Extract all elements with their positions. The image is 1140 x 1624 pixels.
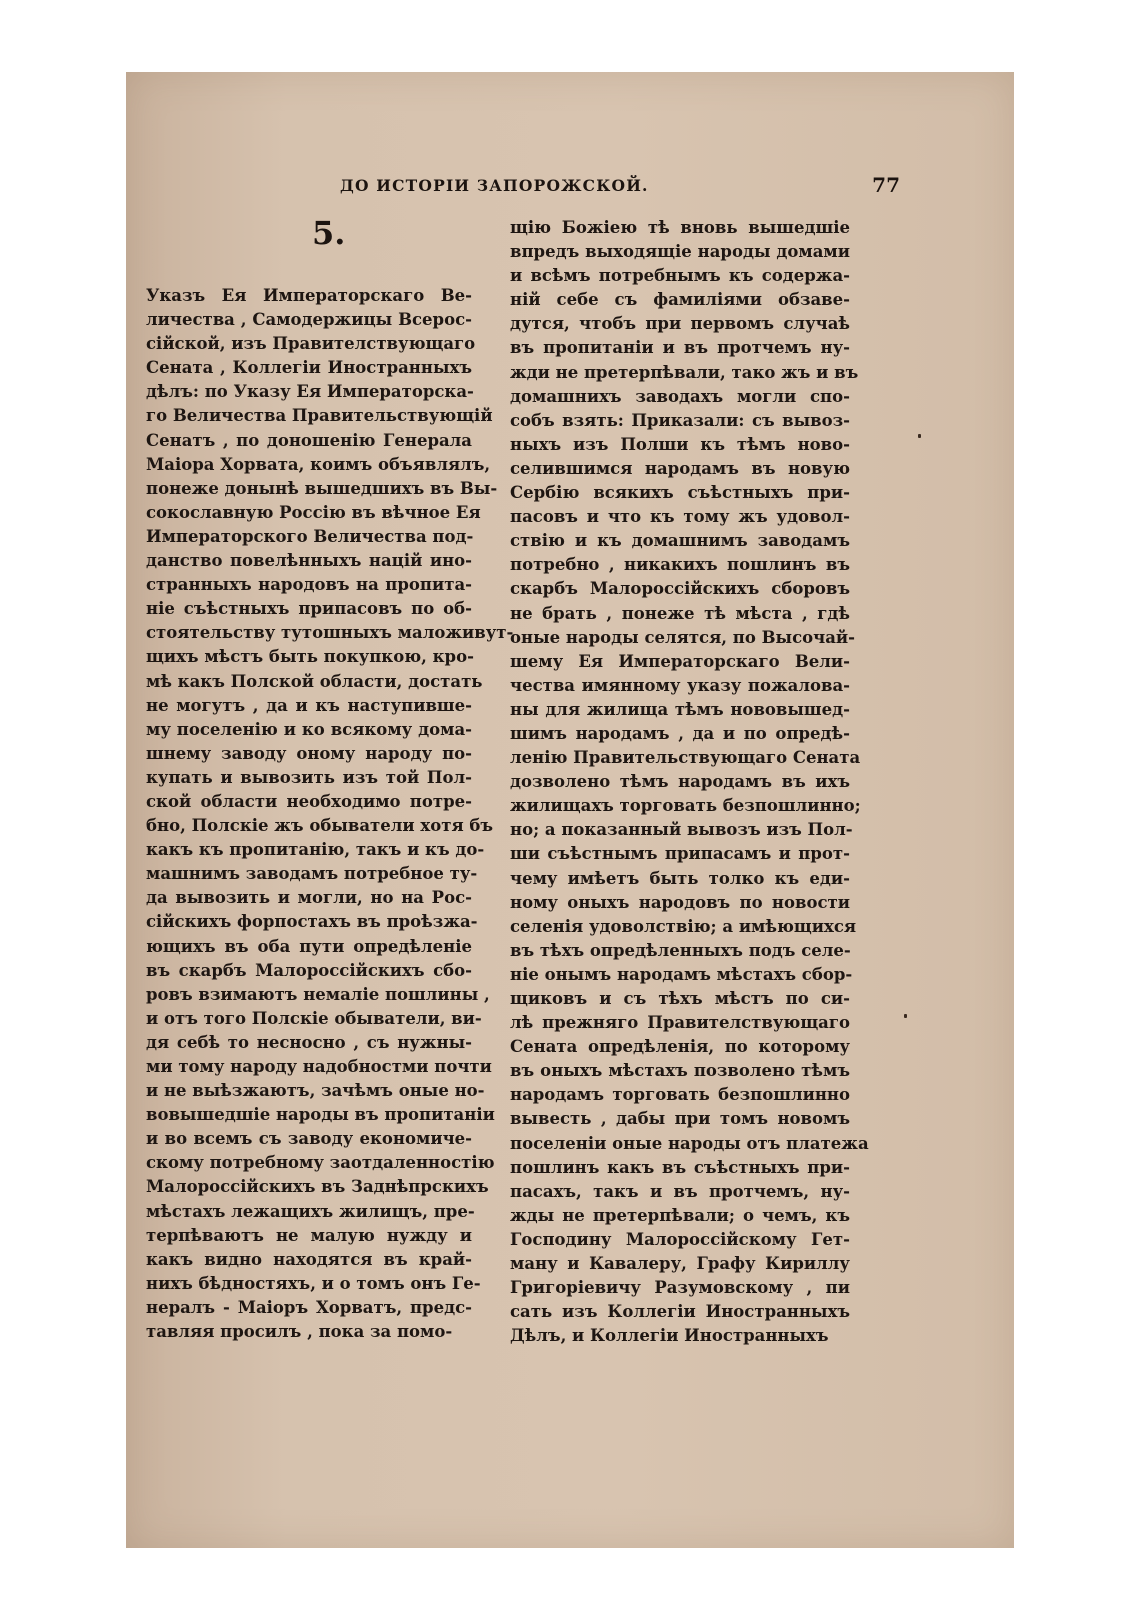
text-line: вывесть , дабы при томъ новомъ	[510, 1109, 850, 1129]
text-line: Маіора Хорвата, коимъ объявлялъ,	[146, 454, 491, 474]
text-line: терпѣваютъ не малую нужду и	[146, 1225, 472, 1245]
text-line: ровъ взимаютъ немаліе пошлины ,	[146, 984, 490, 1004]
text-line: и не выѣзжаютъ, зачѣмъ оные но-	[146, 1081, 485, 1101]
text-line: домашнихъ заводахъ могли спо-	[510, 386, 850, 406]
text-line: скарбъ Малороссійскихъ сборовъ	[510, 579, 850, 599]
text-line: пасовъ и что къ тому жъ удовол-	[510, 507, 850, 527]
text-line: ленію Правительствующаго Сената	[510, 748, 861, 768]
text-line: жди не претерпѣвали, тако жъ и въ	[510, 362, 859, 382]
text-line: нихъ бѣдностяхъ, и о томъ онъ Ге-	[146, 1273, 481, 1293]
text-line: Григоріевичу Разумовскому , пи	[510, 1278, 850, 1298]
text-line: селенія удоволствію; а имѣющихся	[510, 916, 857, 936]
text-line: шнему заводу оному народу по-	[146, 743, 472, 763]
text-line: но; а показанный вывозъ изъ Пол-	[510, 820, 853, 840]
text-line: ману и Кавалеру, Графу Кириллу	[510, 1254, 850, 1274]
text-line: чества имянному указу пожалова-	[510, 675, 850, 695]
text-line: мѣ какъ Полской области, достать	[146, 671, 483, 691]
text-line: го Величества Правительствующій	[146, 406, 493, 426]
text-line: ющихъ въ оба пути опредѣленіе	[146, 936, 472, 956]
page-header	[340, 173, 900, 200]
text-line: и всѣмъ потребнымъ къ содержа-	[510, 266, 850, 286]
text-line: жилищахъ торговать безпошлинно;	[510, 796, 861, 816]
page-number: 77	[872, 173, 900, 197]
text-line: сійской, изъ Правителствующаго	[146, 334, 476, 354]
text-line: скому потребному заотдаленностію	[146, 1153, 495, 1173]
text-line: въ оныхъ мѣстахъ позволено тѣмъ	[510, 1061, 850, 1081]
text-line: му поселенію и ко всякому дома-	[146, 719, 472, 739]
text-line: собъ взять: Приказали: съ вывоз-	[510, 410, 850, 430]
section-number: 5.	[312, 214, 346, 252]
text-line: Малороссійскихъ въ Заднѣпрскихъ	[146, 1177, 489, 1197]
text-line: щихъ мѣстъ быть покупкою, кро-	[146, 647, 474, 667]
text-line: ному оныхъ народовъ по новости	[510, 892, 850, 912]
text-line: данство повелѣнныхъ націй ино-	[146, 551, 472, 571]
text-line: пасахъ, такъ и въ протчемъ, ну-	[510, 1181, 850, 1201]
text-line: ской области необходимо потре-	[146, 791, 472, 811]
left-column	[146, 284, 514, 1344]
text-line: Сената , Коллегіи Иностранныхъ	[146, 358, 472, 378]
text-line: въ тѣхъ опредѣленныхъ подъ селе-	[510, 940, 851, 960]
text-line: Указъ Ея Императорскаго Ве-	[146, 286, 472, 305]
text-line: Дѣлъ, и Коллегіи Иностранныхъ	[510, 1326, 829, 1346]
text-line: щію Божіею тѣ вновь вышедшіе	[510, 218, 850, 237]
text-line: ніе онымъ народамъ мѣстахъ сбор-	[510, 964, 853, 984]
text-line: жды не претерпѣвали; о чемъ, къ	[510, 1205, 850, 1225]
scan-speck	[904, 1014, 907, 1018]
text-line: поселеніи оные народы отъ платежа	[510, 1133, 869, 1153]
text-line: не могутъ , да и къ наступивше-	[146, 695, 472, 715]
text-line: потребно , никакихъ пошлинъ въ	[510, 555, 850, 575]
text-line: дѣлъ: по Указу Ея Императорска-	[146, 382, 474, 402]
text-line: бно, Полскіе жъ обыватели хотя бъ	[146, 816, 494, 836]
text-line: лѣ прежняго Правителствующаго	[510, 1013, 850, 1033]
text-line: сать изъ Коллегіи Иностранныхъ	[510, 1302, 850, 1322]
text-line: и отъ того Полскіе обыватели, ви-	[146, 1008, 482, 1028]
text-line: Господину Малороссійскому Гет-	[510, 1229, 850, 1249]
text-line: пошлинъ какъ въ съѣстныхъ при-	[510, 1157, 850, 1177]
text-line: впредъ выходящіе народы домами	[510, 242, 850, 262]
text-line: какъ къ пропитанію, такъ и къ до-	[146, 840, 485, 860]
text-line: Сербію всякихъ съѣстныхъ при-	[510, 483, 850, 503]
text-line: мѣстахъ лежащихъ жилищъ, пре-	[146, 1201, 475, 1221]
text-line: шимъ народамъ , да и по опредѣ-	[510, 723, 850, 743]
text-line: въ скарбъ Малороссійскихъ сбо-	[146, 960, 472, 980]
text-line: сокославную Россію въ вѣчное Ея	[146, 502, 481, 522]
text-line: шему Ея Императорскаго Вели-	[510, 651, 850, 671]
text-line: щиковъ и съ тѣхъ мѣстъ по си-	[510, 989, 850, 1008]
scan-speck	[918, 434, 921, 438]
text-line: дя себѣ то несносно , съ нужны-	[146, 1032, 472, 1052]
text-line: ній себе съ фамиліями обзаве-	[510, 290, 850, 310]
running-title: ДО ИСТОРІИ ЗАПОРОЖСКОЙ.	[340, 176, 649, 195]
text-line: и во всемъ съ заводу економиче-	[146, 1129, 472, 1149]
text-line: ствію и къ домашнимъ заводамъ	[510, 531, 850, 551]
text-line: личества , Самодержицы Всерос-	[146, 310, 472, 330]
text-line: чему имѣетъ быть толко къ еди-	[510, 868, 850, 888]
text-line: ныхъ изъ Полши къ тѣмъ ново-	[510, 434, 850, 454]
text-line: не брать , понеже тѣ мѣста , гдѣ	[510, 603, 850, 623]
text-line: тавляя просилъ , пока за помо-	[146, 1322, 453, 1342]
text-line: нералъ - Маіоръ Хорватъ, предс-	[146, 1297, 472, 1317]
text-line: дутся, чтобъ при первомъ случаѣ	[510, 314, 850, 334]
text-line: вовышедшіе народы въ пропитаніи	[146, 1105, 495, 1125]
text-line: ны для жилища тѣмъ нововышед-	[510, 699, 850, 719]
text-line: оные народы селятся, по Высочай-	[510, 627, 855, 647]
text-line: Императорского Величества под-	[146, 526, 474, 546]
text-line: дозволено тѣмъ народамъ въ ихъ	[510, 772, 850, 792]
text-line: Сенатъ , по доношенію Генерала	[146, 430, 472, 450]
text-line: да вывозить и могли, но на Рос-	[146, 888, 472, 908]
text-line: ми тому народу надобностми почти	[146, 1057, 492, 1076]
text-line: ши съѣстнымъ припасамъ и прот-	[510, 844, 850, 864]
text-line: Сената опредѣленія, по которому	[510, 1037, 850, 1057]
text-line: въ пропитаніи и въ протчемъ ну-	[510, 338, 850, 358]
right-column	[510, 216, 869, 1348]
text-line: понеже донынѣ вышедшихъ въ Вы-	[146, 478, 498, 498]
text-line: странныхъ народовъ на пропита-	[146, 575, 472, 595]
text-line: ніе съѣстныхъ припасовъ по об-	[146, 599, 472, 619]
text-line: селившимся народамъ въ новую	[510, 458, 850, 478]
text-line: сійскихъ форпостахъ въ проѣзжа-	[146, 912, 478, 932]
text-line: стоятельству тутошныхъ маложивут-	[146, 623, 514, 643]
text-line: купать и вывозить изъ той Пол-	[146, 767, 472, 787]
text-line: какъ видно находятся въ край-	[146, 1249, 472, 1269]
text-line: народамъ торговать безпошлинно	[510, 1085, 850, 1105]
text-line: машнимъ заводамъ потребное ту-	[146, 864, 478, 884]
